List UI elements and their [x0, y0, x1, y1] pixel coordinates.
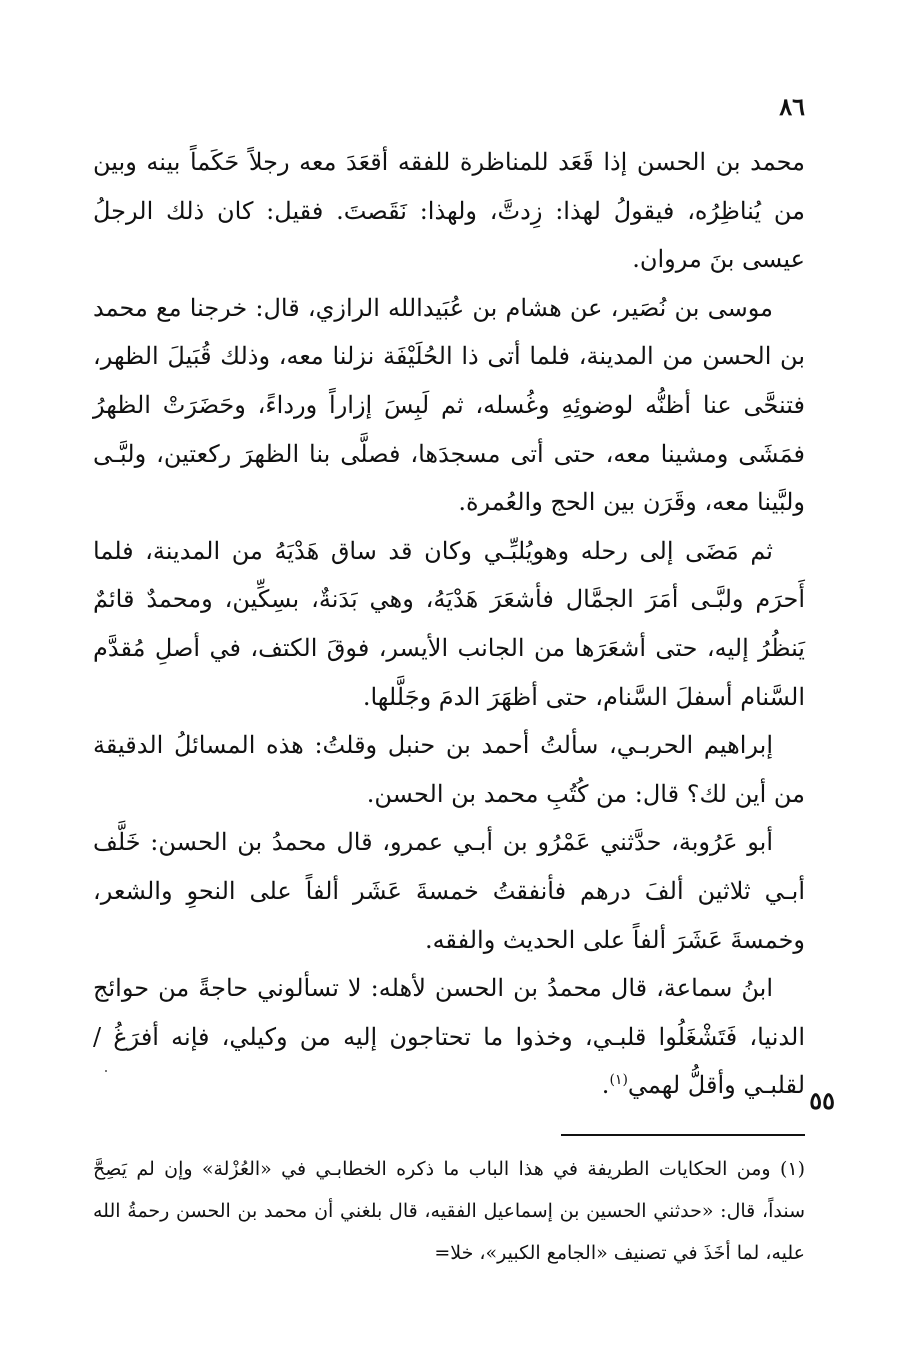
paragraph-6: [93, 964, 805, 1110]
paragraph-2: موسى بن نُصَير، عن هشام بن عُبَيدالله الرازي، قال: خرجنا مع محمد بن الحسن من المدينة، فلما أتى ذا الحُلَيْفَة نزلنا معه، وذلك قُبَيلَ الظهر، فتنحَّى عنا أظنُّه لوضوئِهِ وغُسله، ثم لَبِسَ إزاراً ورداءً، وحَضَرَتْ الظهرُ فمَشَى ومشينا معه، حتى أتى مسجدَها، فصلَّى بنا الظهرَ ركعتين، ولبَّـى ولبَّينا معه، وقَرَن بين الحج والعُمرة.: [93, 293, 805, 517]
page-number: ٨٦: [779, 92, 805, 121]
paragraph-6-text: ابنُ سماعة، قال محمدُ بن الحسن لأهله: لا تسألوني حاجةً من حوائج الدنيا، فَتَشْغَلُوا قلبـي، وخذوا ما تحتاجون إليه من وكيلي، فإنه أفرَغُ / لقلبـي وأقلُّ لهمي: [93, 974, 805, 1100]
footnote-reference: (١): [609, 1072, 628, 1089]
margin-page-marker: ٥٥: [809, 1086, 835, 1115]
footnote-1: (١) ومن الحكايات الطريفة في هذا الباب ما ذكره الخطابـي في «العُزْلة» وإن لم يَصِحَّ سنداً، قال: «حدثني الحسين بن إسماعيل الفقيه، قال بلغني أن محمد بن الحسن رحمةُ الله عليه، لما أخَذَ في تصنيف «الجامع الكبير»، خلا=: [93, 1158, 805, 1264]
footnote-divider: [561, 1134, 805, 1136]
scan-speck: [105, 1070, 107, 1072]
main-text: [93, 138, 805, 1110]
paragraph-5: أبو عَرُوبة، حدَّثني عَمْرُو بن أبـي عمرو، قال محمدُ بن الحسن: خَلَّف أبـي ثلاثين ألفَ درهم فأنفقتُ خمسةَ عَشَر ألفاً على النحوِ والشعر، وخمسةَ عَشَرَ ألفاً على الحديث والفقه.: [93, 828, 805, 954]
paragraph-6-end: .: [601, 1071, 610, 1100]
paragraph-4: إبراهيم الحربـي، سألتُ أحمد بن حنبل وقلتُ: هذه المسائلُ الدقيقة من أين لك؟ قال: من كُتُبِ محمد بن الحسن.: [93, 731, 805, 808]
paragraph-1: محمد بن الحسن إذا قَعَد للمناظرة للفقه أقعَدَ معه رجلاً حَكَماً بينه وبين من يُناظِرُه، فيقولُ لهذا: زِدتَّ، ولهذا: نَقَصتَ. فقيل: كان ذلك الرجلُ عيسى بنَ مروان.: [93, 148, 805, 274]
paragraph-3: ثم مَضَى إلى رحله وهويُلبِّـي وكان قد ساق هَدْيَهُ من المدينة، فلما أَحرَم ولبَّـى أمَرَ الجمَّال فأشعَرَ هَدْيَهُ، وهي بَدَنةٌ، بسِكِّين، ومحمدٌ قائمٌ يَنظُرُ إليه، حتى أشعَرَها من الجانب الأيسر، فوقَ الكتف، في أصلِ مُقدَّم السَّنام أسفلَ السَّنام، حتى أظهَرَ الدمَ وجَلَّلها.: [93, 536, 805, 711]
footnotes: [93, 1148, 805, 1274]
